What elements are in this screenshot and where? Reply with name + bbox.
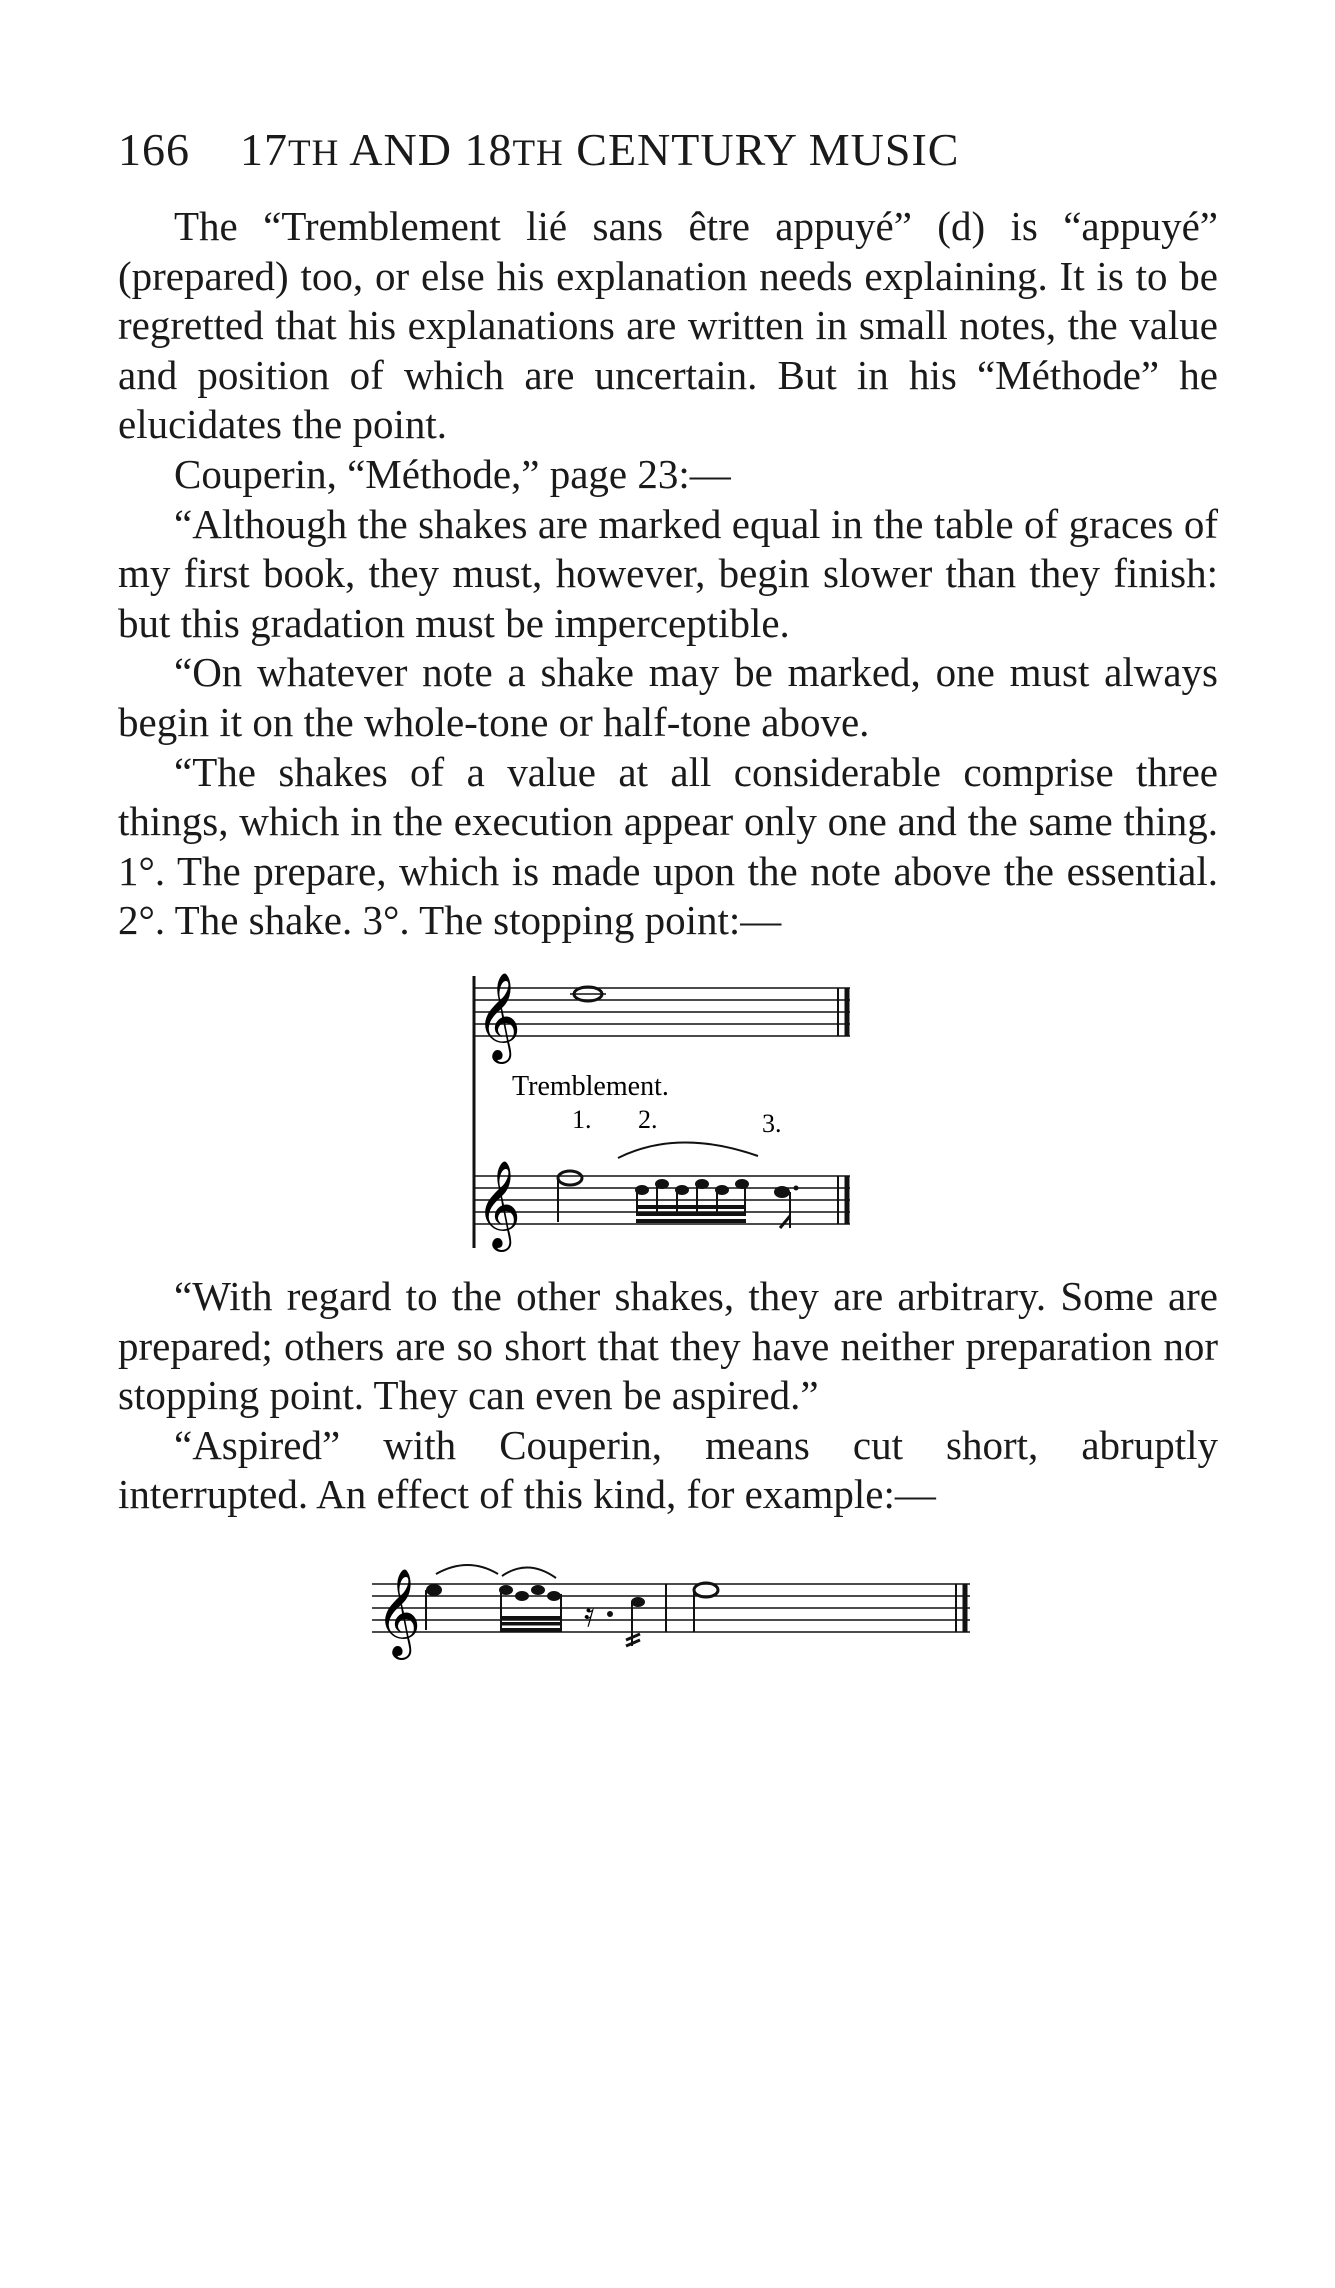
music-example-aspired — [118, 1528, 1218, 1678]
paragraph-7: “Aspired” with Couperin, means cut short, abruptly interrupted. An effect of this kind, for example:— — [118, 1421, 1218, 1518]
staff-top — [474, 988, 850, 1036]
paragraph-2: Couperin, “Méthode,” page 23:— — [174, 450, 731, 497]
aspired-notation — [118, 1528, 1218, 1678]
book-page — [118, 120, 1218, 1678]
mark-3: 3. — [762, 1108, 782, 1138]
treble-clef-icon: 𝄞 — [476, 970, 521, 1060]
tie-icon — [436, 1565, 498, 1574]
sixteenth-notes-icon — [635, 1179, 749, 1223]
half-note-icon-2 — [694, 1583, 718, 1597]
rest-icon: 𝄿 — [584, 1594, 595, 1635]
dotted-note-icon — [774, 1186, 790, 1198]
mark-1: 1. — [572, 1104, 592, 1134]
treble-clef-icon-3: 𝄞 — [376, 1566, 421, 1656]
slur-icon — [618, 1142, 758, 1158]
music-example-tremblement — [118, 966, 1218, 1266]
running-header — [118, 120, 1218, 184]
header-title: 17TH AND 18TH CENTURY MUSIC — [240, 124, 960, 175]
half-note-icon — [558, 1171, 582, 1185]
page-number: 166 — [118, 124, 190, 175]
paragraph-3: “Although the shakes are marked equal in the table of graces of my first book, they must, however, begin slower than they finish: but this gradation must be imperceptible. — [118, 500, 1218, 646]
tremblement-notation — [118, 966, 1218, 1266]
quarter-note-icon — [426, 1584, 442, 1596]
paragraph-4: “On whatever note a shake may be marked, one must always begin it on the whole-tone or half-tone above. — [118, 649, 1218, 745]
staff-aspired — [372, 1584, 970, 1632]
tremblement-label: Tremblement. — [512, 1070, 669, 1102]
slur-icon-2 — [502, 1567, 556, 1578]
paragraph-1: The “Tremblement lié sans être appuyé” (d) is “appuyé” (prepared) too, or else his explanation needs explaining. It is to be regretted that his explanations are written in small notes, the value and position of which are uncertain. But in his “Méthode” he elucidates the point. — [118, 203, 1218, 448]
treble-clef-icon-2: 𝄞 — [476, 1158, 521, 1248]
paragraph-6: “With regard to the other shakes, they are arbitrary. Some are prepared; others are so short that they have neither preparation nor stopping point. They can even be aspired.” — [118, 1272, 1218, 1419]
mark-2: 2. — [638, 1104, 658, 1134]
paragraph-5: “The shakes of a value at all considerable comprise three things, which in the execution appear only one and the same thing. 1°. The prepare, which is made upon the note above the essential. 2°. The shake. 3°. The stopping point:— — [118, 748, 1218, 944]
eighth-note-icon — [631, 1597, 645, 1607]
